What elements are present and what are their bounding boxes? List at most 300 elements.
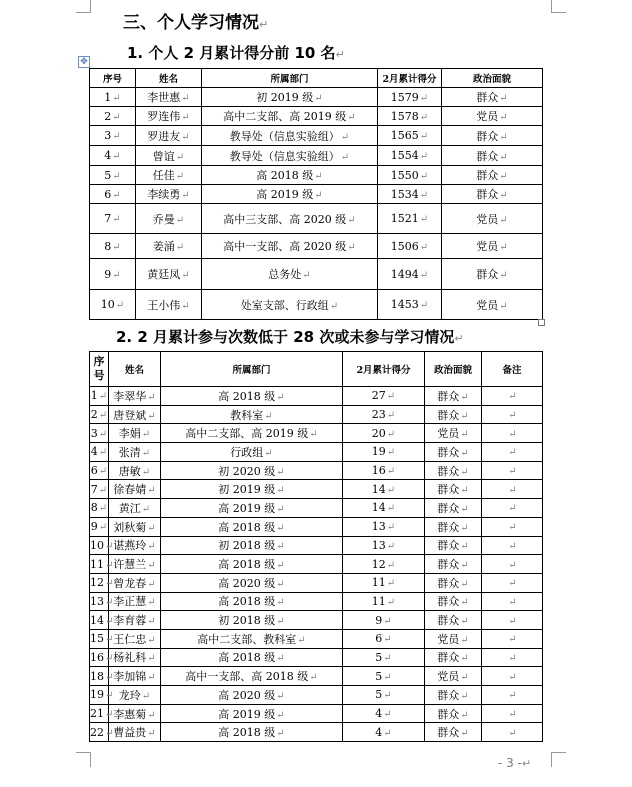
cell-end-mark: ↵ xyxy=(508,391,517,403)
cell-text: 李翠华 xyxy=(113,389,147,403)
cell-name[interactable] xyxy=(109,461,161,480)
cell-political-status[interactable] xyxy=(425,517,482,536)
cell-department[interactable] xyxy=(202,88,378,107)
cell-name[interactable] xyxy=(136,88,202,107)
cell-department[interactable] xyxy=(202,290,378,320)
cell-text: 11 xyxy=(371,576,386,590)
cell-remark[interactable] xyxy=(482,723,543,742)
cell-end-mark: ↵ xyxy=(98,503,108,515)
cell-department[interactable] xyxy=(161,443,343,462)
cell-no[interactable] xyxy=(90,667,114,686)
cell-end-mark: ↵ xyxy=(508,559,517,571)
cell-department[interactable] xyxy=(161,405,343,424)
cell-text: 1453 xyxy=(390,298,419,311)
cell-score[interactable] xyxy=(378,126,442,146)
cell-score[interactable] xyxy=(378,166,442,185)
cell-name[interactable] xyxy=(109,611,161,630)
cell-end-mark: ↵ xyxy=(181,270,190,281)
cell-remark[interactable] xyxy=(482,461,543,480)
cell-political-status[interactable] xyxy=(442,107,543,126)
cell-text: 高中二支部、高 2019 级 xyxy=(185,427,309,441)
cell-end-mark: ↵ xyxy=(419,189,429,201)
cell-text: 14 xyxy=(371,482,386,496)
cell-text: 27 xyxy=(371,389,386,403)
cell-remark[interactable] xyxy=(482,555,543,574)
cell-end-mark: ↵ xyxy=(112,131,121,142)
cell-department[interactable] xyxy=(202,126,378,146)
cell-political-status[interactable] xyxy=(425,611,482,630)
cell-end-mark: ↵ xyxy=(499,300,508,312)
cell-remark[interactable] xyxy=(482,611,543,630)
cell-end-mark: ↵ xyxy=(508,522,517,534)
cell-political-status[interactable] xyxy=(425,573,482,592)
table-header-row xyxy=(90,69,543,88)
cell-no[interactable] xyxy=(90,480,109,499)
column-header-department: 所属部门 xyxy=(202,69,378,88)
cell-text: 群众 xyxy=(437,445,460,459)
cell-end-mark: ↵ xyxy=(383,634,392,646)
cell-text: 党员 xyxy=(476,240,499,253)
cell-name[interactable] xyxy=(109,704,161,723)
table-row xyxy=(90,259,543,290)
cell-end-mark: ↵ xyxy=(181,300,190,312)
cell-department[interactable] xyxy=(161,499,343,518)
cell-text: 8 xyxy=(90,501,98,515)
cell-no[interactable] xyxy=(90,723,114,742)
cell-end-mark: ↵ xyxy=(499,242,508,253)
cell-department[interactable] xyxy=(202,204,378,234)
cell-text: 群众 xyxy=(437,576,460,590)
cell-end-mark: ↵ xyxy=(112,189,121,201)
cell-name[interactable] xyxy=(109,648,161,667)
cell-text: 高 2020 级 xyxy=(218,576,276,590)
cell-text: 高 2019 级 xyxy=(256,188,314,201)
cell-end-mark: ↵ xyxy=(98,447,108,459)
cell-political-status[interactable] xyxy=(425,536,482,555)
cell-text: 2 xyxy=(90,408,98,422)
cell-end-mark: ↵ xyxy=(508,615,517,627)
cell-text: 初 2018 级 xyxy=(218,539,276,553)
table1-title-text: 1. 个人 2 月累计得分前 10 名 xyxy=(127,44,336,62)
cell-name[interactable] xyxy=(136,234,202,259)
cell-department[interactable] xyxy=(161,517,343,536)
cell-end-mark: ↵ xyxy=(419,269,429,281)
cell-text: 13 xyxy=(90,594,104,608)
cell-political-status[interactable] xyxy=(425,592,482,611)
cell-text: 李续勇 xyxy=(147,188,181,201)
cell-text: 5 xyxy=(104,168,112,182)
cell-end-mark: ↵ xyxy=(112,170,121,182)
cell-name[interactable] xyxy=(109,723,161,742)
cell-end-mark: ↵ xyxy=(297,634,306,646)
cell-no[interactable] xyxy=(90,499,109,518)
cell-political-status[interactable] xyxy=(425,667,482,686)
cell-end-mark: ↵ xyxy=(302,270,311,281)
cell-political-status[interactable] xyxy=(425,387,482,406)
cell-score[interactable] xyxy=(343,611,425,630)
cell-no[interactable] xyxy=(90,704,114,723)
cell-no[interactable] xyxy=(90,555,114,574)
cell-name[interactable] xyxy=(109,517,161,536)
cell-end-mark: ↵ xyxy=(499,151,508,163)
table-row xyxy=(90,536,543,555)
cell-text: 群众 xyxy=(437,539,460,553)
section-title xyxy=(123,8,268,33)
cell-no[interactable] xyxy=(90,126,136,146)
cell-political-status[interactable] xyxy=(425,648,482,667)
cell-name[interactable] xyxy=(109,405,161,424)
cell-text: 高中二支部、高 2019 级 xyxy=(223,110,347,123)
cell-text: 教科室 xyxy=(230,408,264,422)
cell-text: 1579 xyxy=(390,90,419,104)
cell-department[interactable] xyxy=(161,555,343,574)
cell-score[interactable] xyxy=(343,461,425,480)
cell-end-mark: ↵ xyxy=(383,652,392,664)
cell-political-status[interactable] xyxy=(442,259,543,290)
cell-score[interactable] xyxy=(343,443,425,462)
cell-political-status[interactable] xyxy=(425,704,482,723)
top10-table xyxy=(89,68,543,320)
cell-end-mark: ↵ xyxy=(386,466,396,478)
cell-score[interactable] xyxy=(343,667,425,686)
cell-score[interactable] xyxy=(343,405,425,424)
cell-text: 14 xyxy=(90,613,104,627)
table-row xyxy=(90,667,543,686)
cell-text: 1534 xyxy=(390,187,419,201)
cell-end-mark: ↵ xyxy=(112,151,121,162)
cell-political-status[interactable] xyxy=(425,461,482,480)
cell-score[interactable] xyxy=(343,480,425,499)
cell-political-status[interactable] xyxy=(442,290,543,320)
cell-end-mark: ↵ xyxy=(276,391,285,403)
cell-department[interactable] xyxy=(202,107,378,126)
cell-score[interactable] xyxy=(378,146,442,166)
cell-political-status[interactable] xyxy=(425,443,482,462)
cell-name[interactable] xyxy=(136,259,202,290)
cell-name[interactable] xyxy=(136,166,202,185)
cell-department[interactable] xyxy=(161,648,343,667)
cell-political-status[interactable] xyxy=(442,126,543,146)
cell-score[interactable] xyxy=(378,259,442,290)
cell-score[interactable] xyxy=(343,648,425,667)
margin-corner-bottom-right xyxy=(551,752,566,767)
cell-name[interactable] xyxy=(136,146,202,166)
cell-political-status[interactable] xyxy=(442,88,543,107)
table-move-handle-icon[interactable]: ✥ xyxy=(78,56,90,68)
cell-end-mark: ↵ xyxy=(508,709,517,721)
cell-end-mark: ↵ xyxy=(460,597,469,609)
margin-corner-top-right xyxy=(551,0,566,13)
cell-remark[interactable] xyxy=(482,387,543,406)
cell-end-mark: ↵ xyxy=(141,447,151,459)
cell-department[interactable] xyxy=(161,592,343,611)
cell-department[interactable] xyxy=(161,611,343,630)
cell-political-status[interactable] xyxy=(442,185,543,204)
cell-no[interactable] xyxy=(90,424,109,443)
cell-department[interactable] xyxy=(161,686,343,705)
table-row xyxy=(90,405,543,424)
cell-text: 10 xyxy=(90,538,104,552)
cell-department[interactable] xyxy=(161,704,343,723)
cell-text: 罗进友 xyxy=(147,129,181,143)
cell-text: 19 xyxy=(90,688,104,702)
paragraph-mark: ↵ xyxy=(259,18,269,31)
table-row xyxy=(90,555,543,574)
cell-political-status[interactable] xyxy=(425,686,482,705)
cell-no[interactable] xyxy=(90,166,136,185)
cell-no[interactable] xyxy=(90,88,136,107)
cell-end-mark: ↵ xyxy=(460,466,469,478)
cell-department[interactable] xyxy=(202,259,378,290)
cell-name[interactable] xyxy=(109,667,161,686)
cell-end-mark: ↵ xyxy=(276,653,285,665)
table-row xyxy=(90,126,543,146)
cell-score[interactable] xyxy=(343,592,425,611)
cell-end-mark: ↵ xyxy=(105,634,114,646)
cell-text: 4 xyxy=(375,725,383,739)
cell-name[interactable] xyxy=(109,424,161,443)
cell-text: 唐登斌 xyxy=(113,408,147,422)
cell-text: 15 xyxy=(90,632,104,646)
cell-score[interactable] xyxy=(343,536,425,555)
cell-no[interactable] xyxy=(90,686,114,705)
cell-score[interactable] xyxy=(343,424,425,443)
cell-name[interactable] xyxy=(109,499,161,518)
cell-score[interactable] xyxy=(343,499,425,518)
cell-end-mark: ↵ xyxy=(147,485,156,497)
cell-score[interactable] xyxy=(378,107,442,126)
cell-political-status[interactable] xyxy=(442,166,543,185)
cell-end-mark: ↵ xyxy=(508,503,517,515)
cell-department[interactable] xyxy=(202,185,378,204)
cell-no[interactable] xyxy=(90,443,109,462)
cell-text: 党员 xyxy=(437,670,460,684)
cell-end-mark: ↵ xyxy=(386,540,396,552)
cell-no[interactable] xyxy=(90,629,114,648)
column-header-score: 2月累计得分 xyxy=(343,352,425,387)
cell-department[interactable] xyxy=(161,536,343,555)
cell-political-status[interactable] xyxy=(425,723,482,742)
cell-no[interactable] xyxy=(90,536,114,555)
cell-score[interactable] xyxy=(343,704,425,723)
cell-name[interactable] xyxy=(136,204,202,234)
cell-end-mark: ↵ xyxy=(276,485,285,497)
cell-end-mark: ↵ xyxy=(460,728,469,740)
cell-end-mark: ↵ xyxy=(508,690,517,702)
cell-remark[interactable] xyxy=(482,629,543,648)
cell-score[interactable] xyxy=(343,555,425,574)
cell-text: 党员 xyxy=(476,298,499,312)
cell-no[interactable] xyxy=(90,405,109,424)
cell-text: 李正慧 xyxy=(113,595,147,609)
cell-no[interactable] xyxy=(90,387,109,406)
cell-remark[interactable] xyxy=(482,424,543,443)
cell-name[interactable] xyxy=(109,629,161,648)
column-header-no: 序号 xyxy=(90,69,136,88)
cell-department[interactable] xyxy=(202,234,378,259)
cell-no[interactable] xyxy=(90,290,136,320)
cell-end-mark: ↵ xyxy=(175,242,185,253)
table-resize-handle[interactable] xyxy=(538,319,545,326)
cell-end-mark: ↵ xyxy=(147,672,156,684)
cell-remark[interactable] xyxy=(482,667,543,686)
cell-end-mark: ↵ xyxy=(460,690,469,702)
cell-end-mark: ↵ xyxy=(181,190,190,201)
cell-name[interactable] xyxy=(109,536,161,555)
cell-end-mark: ↵ xyxy=(98,466,108,478)
cell-name[interactable] xyxy=(136,126,202,146)
cell-score[interactable] xyxy=(343,686,425,705)
cell-end-mark: ↵ xyxy=(264,447,273,459)
cell-remark[interactable] xyxy=(482,517,543,536)
cell-department[interactable] xyxy=(161,629,343,648)
cell-name[interactable] xyxy=(109,573,161,592)
cell-political-status[interactable] xyxy=(442,234,543,259)
cell-no[interactable] xyxy=(90,259,136,290)
table1-title xyxy=(127,42,345,63)
cell-no[interactable] xyxy=(90,234,136,259)
cell-text: 初 2020 级 xyxy=(218,464,276,478)
table-header-row xyxy=(90,352,543,387)
cell-political-status[interactable] xyxy=(425,480,482,499)
cell-end-mark: ↵ xyxy=(460,616,469,628)
cell-end-mark: ↵ xyxy=(383,727,392,739)
cell-end-mark: ↵ xyxy=(147,634,156,646)
cell-text: 姜涌 xyxy=(152,240,175,253)
cell-text: 4 xyxy=(104,149,112,162)
cell-text: 群众 xyxy=(437,483,460,497)
table-row xyxy=(90,204,543,234)
cell-no[interactable] xyxy=(90,185,136,204)
cell-department[interactable] xyxy=(161,723,343,742)
cell-score[interactable] xyxy=(378,204,442,234)
cell-score[interactable] xyxy=(378,185,442,204)
cell-remark[interactable] xyxy=(482,480,543,499)
cell-no[interactable] xyxy=(90,611,114,630)
cell-no[interactable] xyxy=(90,592,114,611)
cell-no[interactable] xyxy=(90,573,114,592)
cell-department[interactable] xyxy=(161,667,343,686)
cell-text: 9 xyxy=(375,613,383,627)
cell-end-mark: ↵ xyxy=(141,429,151,441)
cell-no[interactable] xyxy=(90,204,136,234)
cell-name[interactable] xyxy=(136,185,202,204)
cell-name[interactable] xyxy=(109,555,161,574)
cell-score[interactable] xyxy=(378,290,442,320)
cell-remark[interactable] xyxy=(482,704,543,723)
cell-text: 李娟 xyxy=(118,427,141,441)
cell-name[interactable] xyxy=(109,443,161,462)
paragraph-mark: ↵ xyxy=(521,757,532,770)
cell-end-mark: ↵ xyxy=(105,709,114,721)
cell-end-mark: ↵ xyxy=(181,112,190,123)
cell-text: 群众 xyxy=(476,91,499,104)
cell-name[interactable] xyxy=(136,290,202,320)
cell-remark[interactable] xyxy=(482,405,543,424)
cell-text: 6 xyxy=(104,187,112,201)
cell-end-mark: ↵ xyxy=(460,485,469,497)
table-row xyxy=(90,573,543,592)
cell-end-mark: ↵ xyxy=(105,578,114,590)
cell-remark[interactable] xyxy=(482,536,543,555)
cell-text: 群众 xyxy=(437,651,460,665)
cell-remark[interactable] xyxy=(482,592,543,611)
cell-no[interactable] xyxy=(90,146,136,166)
cell-department[interactable] xyxy=(202,146,378,166)
cell-name[interactable] xyxy=(136,107,202,126)
cell-no[interactable] xyxy=(90,648,114,667)
cell-name[interactable] xyxy=(109,480,161,499)
cell-remark[interactable] xyxy=(482,499,543,518)
cell-text: 曹益贵 xyxy=(113,726,147,740)
cell-text: 12 xyxy=(371,557,386,571)
cell-end-mark: ↵ xyxy=(460,560,469,572)
cell-name[interactable] xyxy=(109,686,161,705)
cell-political-status[interactable] xyxy=(425,424,482,443)
cell-end-mark: ↵ xyxy=(105,671,114,683)
cell-score[interactable] xyxy=(378,234,442,259)
cell-score[interactable] xyxy=(378,88,442,107)
cell-text: 5 xyxy=(375,650,383,664)
cell-department[interactable] xyxy=(161,573,343,592)
cell-department[interactable] xyxy=(161,461,343,480)
cell-remark[interactable] xyxy=(482,443,543,462)
cell-text: 群众 xyxy=(476,169,499,182)
cell-remark[interactable] xyxy=(482,648,543,667)
cell-political-status[interactable] xyxy=(425,499,482,518)
cell-end-mark: ↵ xyxy=(419,92,429,104)
cell-end-mark: ↵ xyxy=(276,466,285,478)
cell-no[interactable] xyxy=(90,461,109,480)
cell-text: 群众 xyxy=(476,188,499,201)
cell-score[interactable] xyxy=(343,723,425,742)
cell-department[interactable] xyxy=(202,166,378,185)
cell-end-mark: ↵ xyxy=(499,214,508,226)
cell-department[interactable] xyxy=(161,387,343,406)
cell-political-status[interactable] xyxy=(425,555,482,574)
cell-end-mark: ↵ xyxy=(383,709,392,721)
cell-text: 高 2018 级 xyxy=(218,651,276,665)
cell-remark[interactable] xyxy=(482,573,543,592)
cell-score[interactable] xyxy=(343,387,425,406)
cell-department[interactable] xyxy=(161,424,343,443)
cell-text: 处室支部、行政组 xyxy=(240,298,329,312)
cell-political-status[interactable] xyxy=(425,629,482,648)
cell-text: 党员 xyxy=(476,212,499,226)
cell-score[interactable] xyxy=(343,517,425,536)
cell-score[interactable] xyxy=(343,629,425,648)
cell-end-mark: ↵ xyxy=(112,92,121,104)
cell-text: 高中一支部、高 2018 级 xyxy=(185,670,309,684)
cell-political-status[interactable] xyxy=(425,405,482,424)
cell-remark[interactable] xyxy=(482,686,543,705)
table-row xyxy=(90,443,543,462)
cell-no[interactable] xyxy=(90,517,109,536)
cell-name[interactable] xyxy=(109,387,161,406)
cell-no[interactable] xyxy=(90,107,136,126)
cell-name[interactable] xyxy=(109,592,161,611)
cell-end-mark: ↵ xyxy=(460,541,469,553)
cell-political-status[interactable] xyxy=(442,146,543,166)
cell-end-mark: ↵ xyxy=(460,429,469,441)
table-row xyxy=(90,648,543,667)
cell-department[interactable] xyxy=(161,480,343,499)
cell-end-mark: ↵ xyxy=(508,727,517,739)
cell-political-status[interactable] xyxy=(442,204,543,234)
cell-text: 10 xyxy=(100,298,115,311)
cell-score[interactable] xyxy=(343,573,425,592)
cell-text: 群众 xyxy=(437,707,460,721)
